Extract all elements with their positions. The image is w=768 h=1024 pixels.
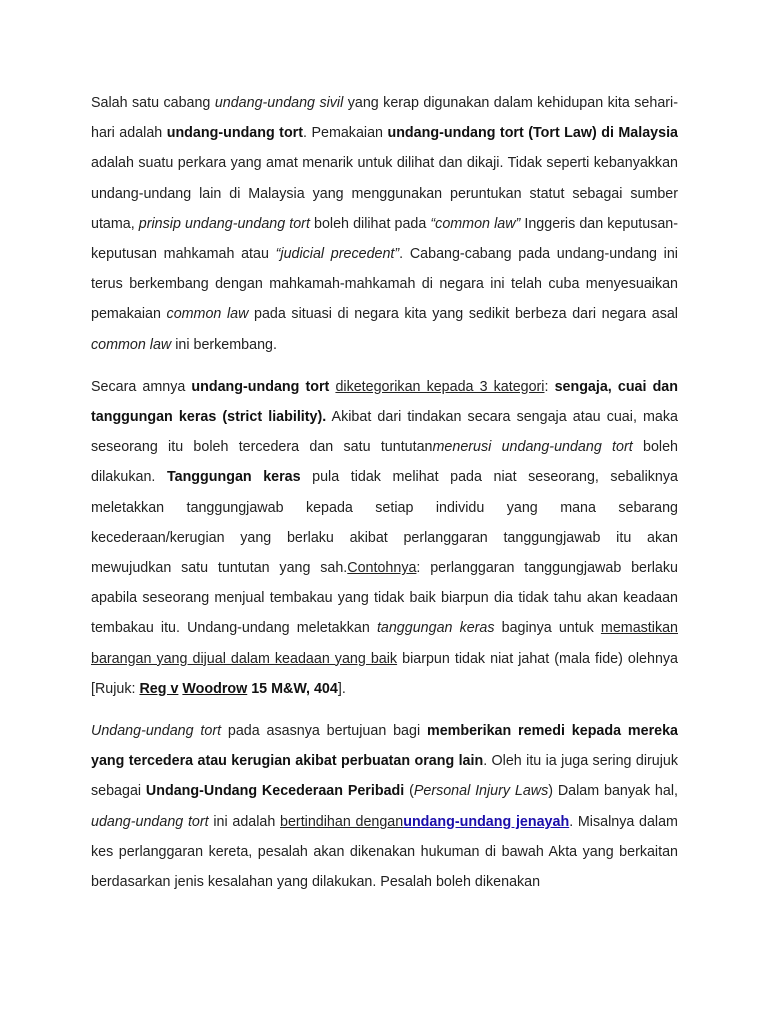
text-run: ini berkembang. (171, 336, 277, 353)
text-run: sengaja, cuai dan tanggungan keras (strict liability). (91, 378, 678, 426)
text-run: prinsip undang-undang tort (138, 215, 310, 232)
text-run: yang kerap digunakan dalam kehidupan kita sehari-hari adalah (91, 95, 678, 142)
text-run: bertindihan dengan (280, 813, 404, 830)
text-run: baginya untuk (494, 620, 601, 637)
text-run: : (544, 378, 555, 395)
text-run: Akibat dari tindakan secara sengaja atau cuai, maka seseorang itu boleh tercedera dan satu tuntutan (91, 409, 678, 456)
text-run: pula tidak melihat pada niat seseorang, sebaliknya meletakkan tanggungjawab kepada setiap individu yang mana sebarang kecederaan/kerugian yang berlaku akibat perlanggaran tanggungjawab itu akan mewujudkan satu tuntutan yang sah. (91, 469, 678, 577)
text-run: biarpun tidak niat jahat ( (397, 650, 560, 667)
text-run: pada asasnya bertujuan bagi (221, 723, 427, 740)
text-run: boleh dilihat pada (309, 215, 431, 232)
text-run: “judicial precedent” (275, 246, 400, 263)
text-run: boleh dilakukan. (91, 439, 678, 486)
document-page (91, 88, 678, 897)
text-run: Undang-undang tort (91, 723, 222, 740)
text-run: Tanggungan keras (166, 469, 301, 486)
paragraph-categories (91, 372, 678, 704)
text-run: diketegorikan kepada 3 kategori (335, 378, 545, 395)
text-run: pada situasi di negara kita yang sedikit berbeza dari negara asal (248, 306, 678, 323)
text-run: undang-undang tort (Tort Law) di Malaysia (387, 125, 679, 142)
text-run: . Pemakaian (303, 125, 388, 142)
text-run: . Misalnya dalam kes perlanggaran kereta, pesalah akan dikenakan hukuman di bawah Akta yang berkaitan berdasarkan jenis kesalahan yang dilakukan. Pesalah boleh dikenakan (91, 813, 678, 891)
text-run: Inggeris dan keputusan-keputusan mahkamah atau (91, 215, 678, 263)
text-run: : perlanggaran tanggungjawab berlaku apabila seseorang menjual tembakau yang tidak baik biarpun dia tidak tahu akan keadaan tembakau itu. Undang-undang meletakkan (91, 560, 678, 637)
text-run: Salah satu cabang (91, 95, 215, 111)
text-run: . Oleh itu ia juga sering dirujuk sebagai (91, 753, 678, 800)
text-run: ) Dalam banyak hal, (548, 783, 678, 800)
text-run: memberikan remedi kepada mereka yang tercedera atau kerugian akibat perbuatan orang lain (91, 723, 678, 770)
text-run: tanggungan keras (376, 620, 495, 637)
text-run: . Cabang-cabang pada undang-undang ini terus berkembang dengan mahkamah-mahkamah di negara ini telah cuba menyesuaikan pemakaian (91, 246, 678, 323)
text-run: ) olehnya [Rujuk: (91, 650, 678, 697)
text-run: common law (166, 306, 249, 323)
text-run: undang-undang tort (166, 125, 304, 142)
text-run: Undang-Undang Kecederaan Peribadi (145, 783, 405, 800)
link-undang-undang-jenayah[interactable]: undang-undang jenayah (403, 813, 570, 830)
text-run: ( (404, 783, 414, 800)
text-run: Personal Injury Laws (413, 783, 549, 800)
text-run: adalah suatu perkara yang amat menarik untuk dilihat dan dikaji. Tidak seperti kebanyakkan undang-undang lain di Malaysia yang menggunakan peruntukan statut sebagai sumber utama, (91, 155, 678, 232)
text-run: memastikan barangan yang dijual dalam keadaan yang baik (91, 620, 678, 667)
text-run: ini adalah (208, 813, 281, 830)
text-run: ]. (337, 680, 346, 697)
text-run: 15 M&W, 404 (247, 680, 338, 697)
case-citation-woodrow[interactable]: Woodrow (182, 680, 248, 697)
text-run: undang-undang tort (191, 378, 330, 395)
paragraph-purpose (91, 716, 678, 897)
text-run: menerusi undang-undang tort (432, 439, 633, 456)
text-run: “common law” (430, 215, 521, 232)
text-run: undang-undang sivil (214, 95, 344, 111)
text-run: Secara amnya (91, 378, 192, 395)
case-citation-reg[interactable]: Reg v (139, 680, 179, 697)
text-run: mala fide (559, 650, 619, 667)
paragraph-intro (91, 88, 678, 360)
text-run: Contohnya (347, 560, 417, 577)
text-run: udang-undang tort (91, 813, 209, 830)
text-run: common law (91, 336, 172, 353)
